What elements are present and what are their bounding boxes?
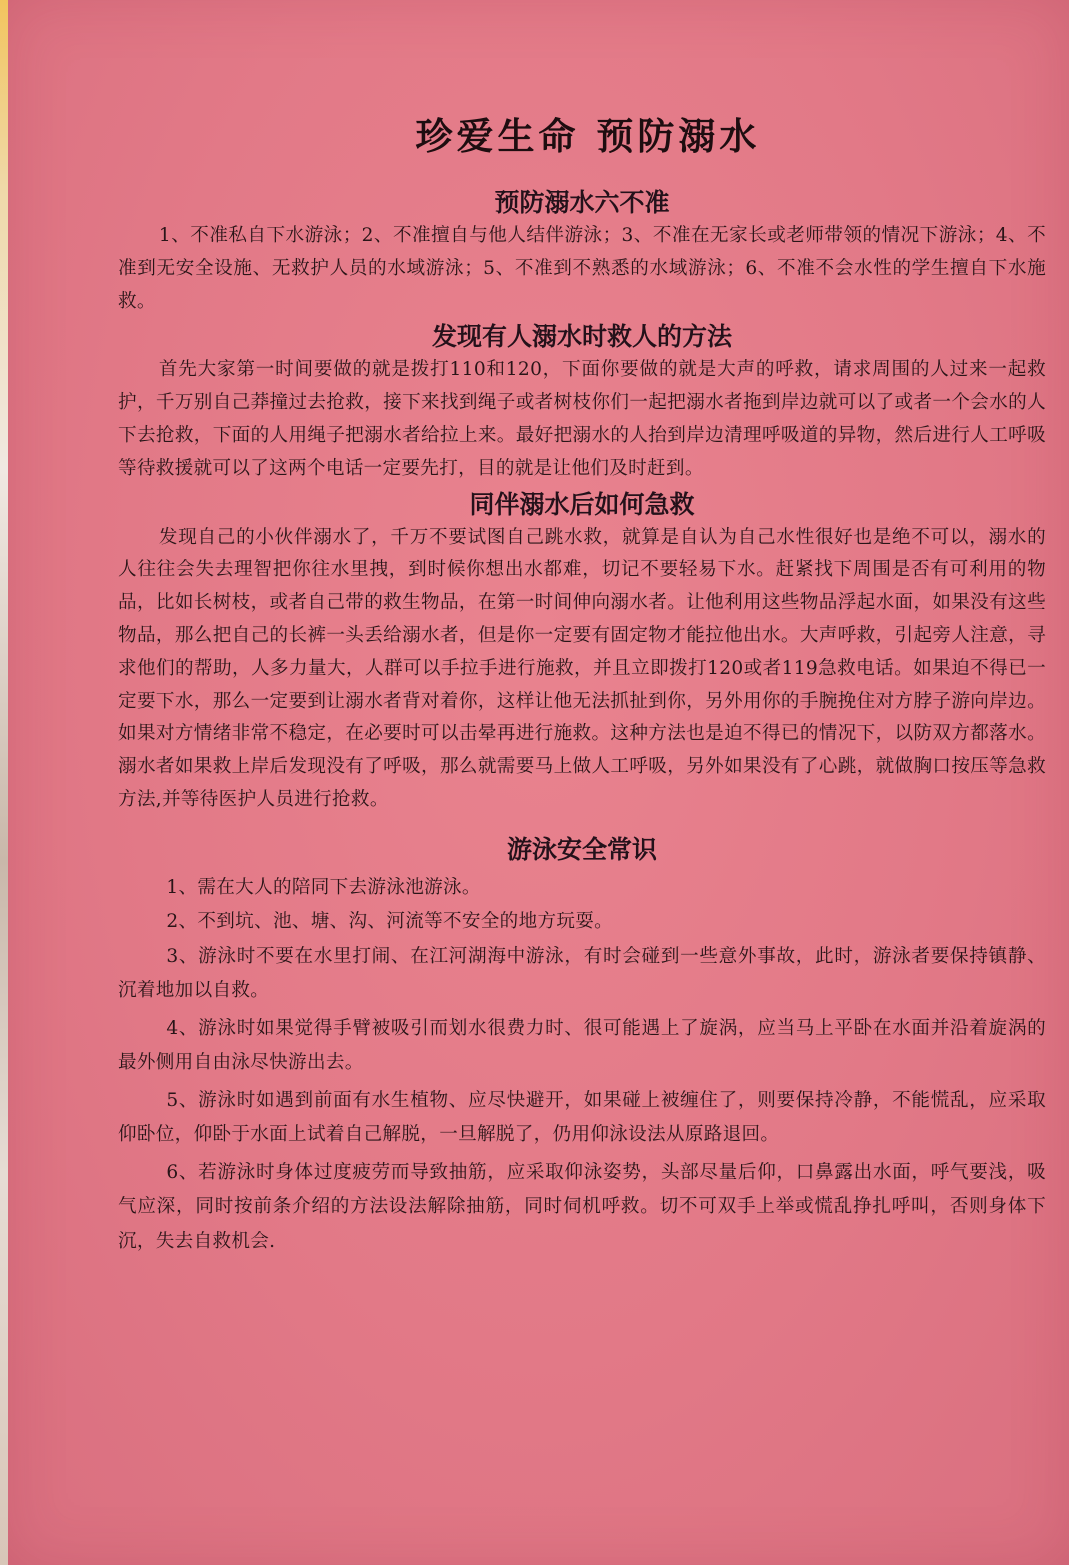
section-heading: 游泳安全常识 [506, 834, 657, 864]
section-six-prohibitions [118, 186, 1046, 318]
pink-paper-sheet [8, 0, 1069, 1565]
section-paragraph: 1、不准私自下水游泳；2、不准擅自与他人结伴游泳；3、不准在无家长或老师带领的情况下游泳；4、不准到无安全设施、无救护人员的水域游泳；5、不准到不熟悉的水域游泳；6、不准不会水性的学生擅自下水施救。 [118, 225, 1046, 312]
list-item: 1、需在大人的陪同下去游泳池游泳。 [166, 876, 481, 898]
document-content [118, 108, 1046, 1259]
section-swimming-safety [118, 833, 1046, 1260]
document-title: 珍爱生命 预防溺水 [415, 114, 761, 158]
list-item: 2、不到坑、池、塘、沟、河流等不安全的地方玩耍。 [166, 911, 614, 933]
section-paragraph: 发现自己的小伙伴溺水了，千万不要试图自己跳水救，就算是自认为自己水性很好也是绝不可以，溺水的人往往会失去理智把你往水里拽，到时候你想出水都难，切记不要轻易下水。赶紧找下周围是否有可利用的物品，比如长树枝，或者自己带的救生物品，在第一时间伸向溺水者。让他利用这些物品浮起水面，如果没有这些物品，那么把自己的长裤一头丢给溺水者，但是你一定要有固定物才能拉他出水。大声呼救，引起旁人注意，寻求他们的帮助，人多力量大，人群可以手拉手进行施救，并且立即拨打120或者119急救电话。如果迫不得已一定要下水，那么一定要到让溺水者背对着你，这样让他无法抓扯到你，另外用你的手腕挽住对方脖子游向岸边。如果对方情绪非常不稳定，在必要时可以击晕再进行施救。这种方法也是迫不得已的情况下，以防双方都落水。溺水者如果救上岸后发现没有了呼吸，那么就需要马上做人工呼吸，另外如果没有了心跳，就做胸口按压等急救方法,并等待医护人员进行抢救。 [118, 526, 1046, 810]
list-item: 4、游泳时如果觉得手臂被吸引而划水很费力时、很可能遇上了旋涡，应当马上平卧在水面并沿着旋涡的最外侧用自由泳尽快游出去。 [118, 1017, 1046, 1074]
section-heading: 同伴溺水后如何急救 [469, 489, 695, 519]
section-companion-first-aid [118, 488, 1046, 817]
section-heading: 预防溺水六不准 [494, 188, 670, 217]
list-item: 5、游泳时如遇到前面有水生植物、应尽快避开，如果碰上被缠住了，则要保持冷静，不能慌乱，应采取仰卧位，仰卧于水面上试着自己解脱，一旦解脱了，仍用仰泳设法从原路退回。 [118, 1089, 1046, 1146]
section-paragraph: 首先大家第一时间要做的就是拨打110和120，下面你要做的就是大声的呼救，请求周围的人过来一起救护，千万别自己莽撞过去抢救，接下来找到绳子或者树枝你们一起把溺水者拖到岸边就可以了或者一个会水的人下去抢救，下面的人用绳子把溺水者给拉上来。最好把溺水的人抬到岸边清理呼吸道的异物，然后进行人工呼吸等待救援就可以了这两个电话一定要先打，目的就是让他们及时赶到。 [118, 359, 1046, 479]
section-rescue-method [118, 320, 1046, 485]
list-item: 3、游泳时不要在水里打闹、在江河湖海中游泳，有时会碰到一些意外事故，此时，游泳者要保持镇静、沉着地加以自救。 [118, 945, 1046, 1002]
list-item: 6、若游泳时身体过度疲劳而导致抽筋，应采取仰泳姿势，头部尽量后仰，口鼻露出水面，呼气要浅，吸气应深，同时按前条介绍的方法设法解除抽筋，同时伺机呼救。切不可双手上举或慌乱挣扎呼叫，否则身体下沉，失去自救机会. [118, 1161, 1046, 1252]
section-heading: 发现有人溺水时救人的方法 [431, 322, 732, 352]
